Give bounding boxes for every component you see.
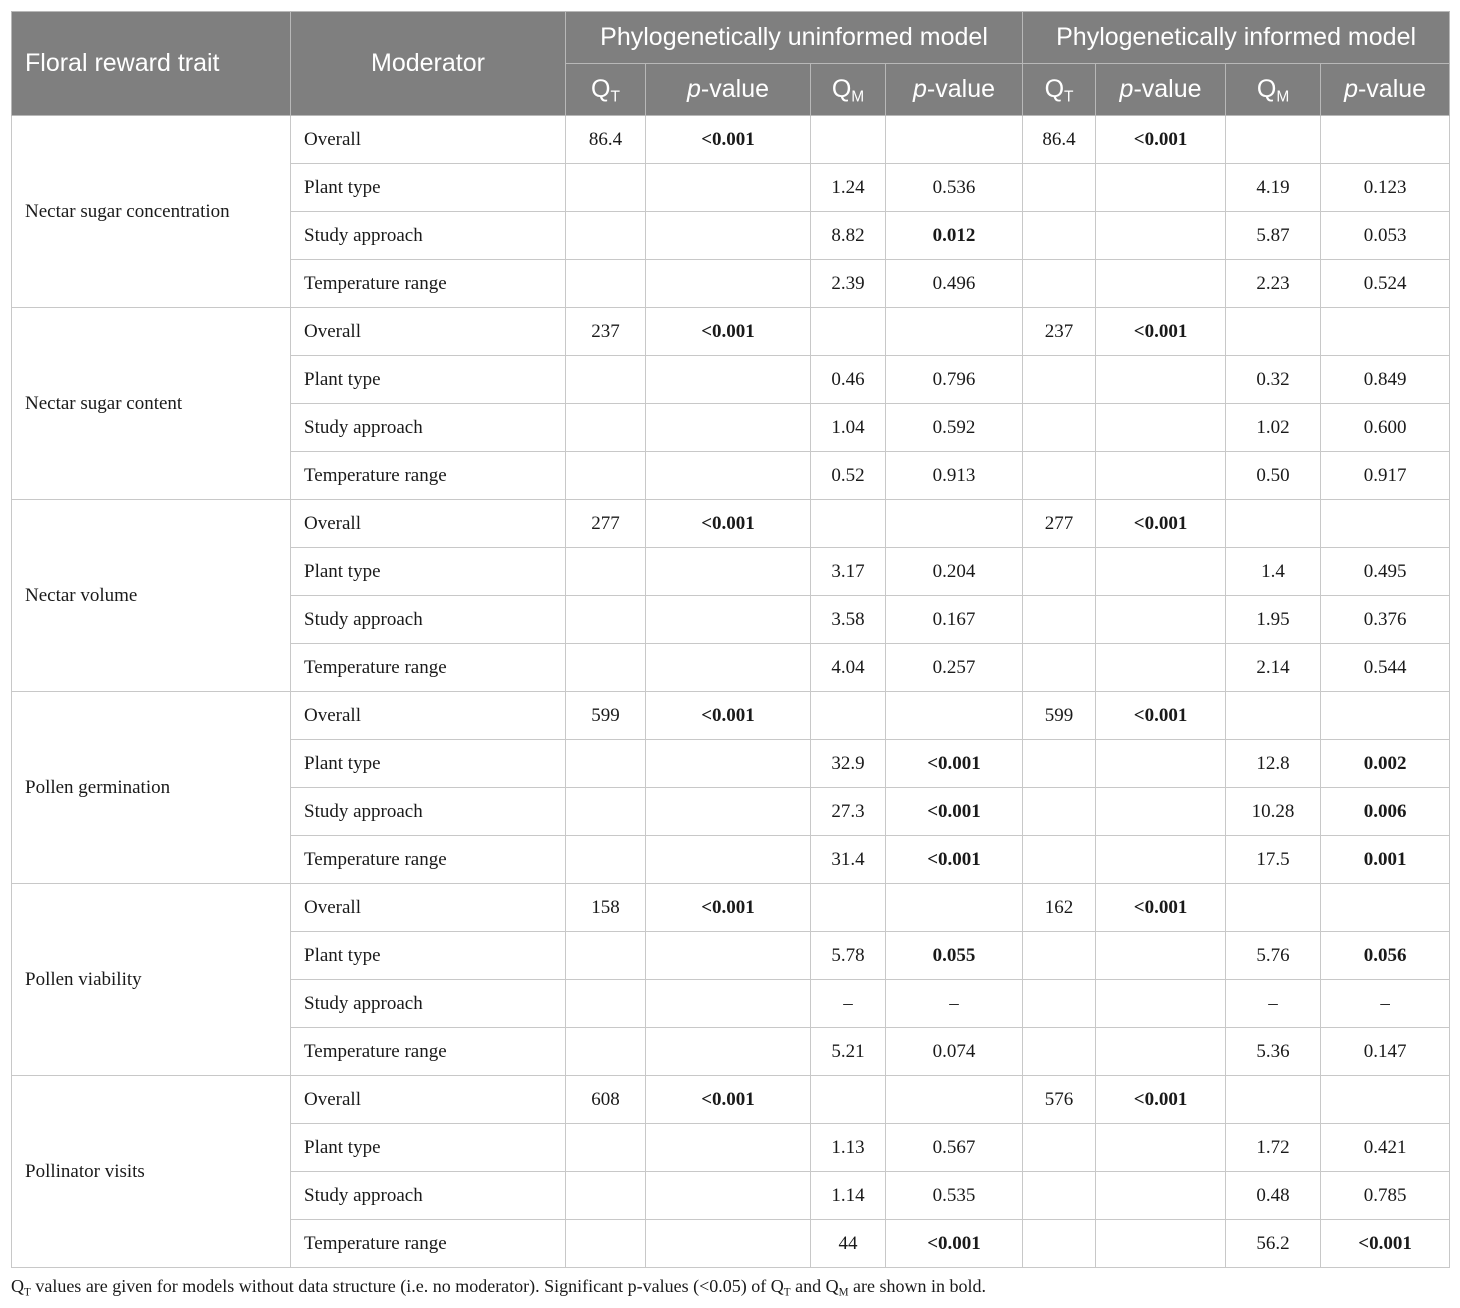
cell-i-qt bbox=[1023, 1172, 1096, 1220]
cell-i-qt bbox=[1023, 740, 1096, 788]
cell-u-qt bbox=[566, 164, 646, 212]
moderator-label: Overall bbox=[291, 692, 566, 740]
cell-i-qm-p bbox=[1321, 500, 1450, 548]
cell-i-qm: 17.5 bbox=[1226, 836, 1321, 884]
cell-i-qt: 599 bbox=[1023, 692, 1096, 740]
cell-i-qt-p bbox=[1096, 212, 1226, 260]
moderator-label: Temperature range bbox=[291, 260, 566, 308]
header-qt-uninformed: $Q_T$ bbox=[566, 64, 646, 116]
cell-u-qt: 277 bbox=[566, 500, 646, 548]
cell-i-qm-p: 0.524 bbox=[1321, 260, 1450, 308]
cell-u-qm: 2.39 bbox=[811, 260, 886, 308]
cell-i-qm: 2.23 bbox=[1226, 260, 1321, 308]
cell-u-qm-p: <0.001 bbox=[886, 740, 1023, 788]
cell-i-qm-p: 0.123 bbox=[1321, 164, 1450, 212]
cell-i-qm: 1.72 bbox=[1226, 1124, 1321, 1172]
cell-u-qt-p bbox=[646, 212, 811, 260]
cell-i-qt: 162 bbox=[1023, 884, 1096, 932]
moderator-label: Temperature range bbox=[291, 836, 566, 884]
cell-i-qt-p bbox=[1096, 788, 1226, 836]
cell-i-qt bbox=[1023, 548, 1096, 596]
cell-i-qt-p bbox=[1096, 404, 1226, 452]
moderator-label: Plant type bbox=[291, 164, 566, 212]
cell-u-qt-p: <0.001 bbox=[646, 308, 811, 356]
moderator-label: Plant type bbox=[291, 740, 566, 788]
cell-i-qm-p bbox=[1321, 884, 1450, 932]
moderator-label: Temperature range bbox=[291, 644, 566, 692]
trait-label: Pollen viability bbox=[12, 884, 291, 1076]
cell-u-qt bbox=[566, 260, 646, 308]
cell-u-qm-p bbox=[886, 884, 1023, 932]
cell-u-qm-p bbox=[886, 692, 1023, 740]
trait-label: Pollen germination bbox=[12, 692, 291, 884]
cell-u-qm-p bbox=[886, 116, 1023, 164]
cell-u-qm-p: 0.204 bbox=[886, 548, 1023, 596]
cell-i-qt-p bbox=[1096, 644, 1226, 692]
table-row bbox=[12, 116, 1450, 164]
cell-i-qt bbox=[1023, 932, 1096, 980]
cell-u-qm-p bbox=[886, 500, 1023, 548]
cell-u-qt: 608 bbox=[566, 1076, 646, 1124]
cell-u-qt-p: <0.001 bbox=[646, 884, 811, 932]
cell-i-qm bbox=[1226, 1076, 1321, 1124]
cell-i-qm: 56.2 bbox=[1226, 1220, 1321, 1268]
cell-u-qt bbox=[566, 740, 646, 788]
cell-i-qt-p bbox=[1096, 356, 1226, 404]
table-row bbox=[12, 308, 1450, 356]
cell-u-qt bbox=[566, 644, 646, 692]
cell-u-qm-p: 0.535 bbox=[886, 1172, 1023, 1220]
header-moderator: Moderator bbox=[291, 12, 566, 116]
cell-i-qm-p bbox=[1321, 116, 1450, 164]
cell-i-qt-p: <0.001 bbox=[1096, 884, 1226, 932]
cell-i-qt bbox=[1023, 788, 1096, 836]
cell-i-qt-p bbox=[1096, 452, 1226, 500]
cell-i-qm-p: 0.917 bbox=[1321, 452, 1450, 500]
moderator-label: Temperature range bbox=[291, 1220, 566, 1268]
cell-u-qt bbox=[566, 1172, 646, 1220]
cell-u-qt bbox=[566, 980, 646, 1028]
cell-i-qt bbox=[1023, 212, 1096, 260]
moderator-label: Plant type bbox=[291, 932, 566, 980]
cell-u-qt-p bbox=[646, 1028, 811, 1076]
cell-i-qt bbox=[1023, 1124, 1096, 1172]
cell-u-qm bbox=[811, 308, 886, 356]
cell-i-qm: 1.02 bbox=[1226, 404, 1321, 452]
cell-u-qm: 5.78 bbox=[811, 932, 886, 980]
cell-u-qt-p: <0.001 bbox=[646, 692, 811, 740]
cell-i-qm bbox=[1226, 116, 1321, 164]
cell-u-qm bbox=[811, 884, 886, 932]
cell-u-qt-p bbox=[646, 260, 811, 308]
moderator-label: Plant type bbox=[291, 356, 566, 404]
cell-i-qt bbox=[1023, 452, 1096, 500]
moderator-label: Temperature range bbox=[291, 452, 566, 500]
cell-i-qm-p: 0.002 bbox=[1321, 740, 1450, 788]
header-qt-informed: $Q_T$ bbox=[1023, 64, 1096, 116]
cell-u-qt bbox=[566, 788, 646, 836]
cell-u-qt-p bbox=[646, 836, 811, 884]
cell-i-qt: 237 bbox=[1023, 308, 1096, 356]
cell-u-qt: 86.4 bbox=[566, 116, 646, 164]
table-body bbox=[12, 116, 1450, 1268]
cell-i-qm-p: 0.544 bbox=[1321, 644, 1450, 692]
cell-u-qm-p: 0.796 bbox=[886, 356, 1023, 404]
cell-u-qt bbox=[566, 836, 646, 884]
cell-u-qm-p: 0.913 bbox=[886, 452, 1023, 500]
cell-i-qt-p bbox=[1096, 836, 1226, 884]
cell-i-qt-p: <0.001 bbox=[1096, 500, 1226, 548]
cell-u-qt bbox=[566, 212, 646, 260]
cell-u-qm: 3.58 bbox=[811, 596, 886, 644]
cell-u-qt bbox=[566, 404, 646, 452]
cell-i-qm: – bbox=[1226, 980, 1321, 1028]
cell-u-qt bbox=[566, 1220, 646, 1268]
cell-u-qt: 237 bbox=[566, 308, 646, 356]
moderator-label: Overall bbox=[291, 116, 566, 164]
cell-u-qt: 599 bbox=[566, 692, 646, 740]
cell-i-qt-p bbox=[1096, 596, 1226, 644]
cell-i-qt bbox=[1023, 356, 1096, 404]
cell-i-qm-p: 0.056 bbox=[1321, 932, 1450, 980]
cell-u-qm: 0.52 bbox=[811, 452, 886, 500]
trait-label: Nectar sugar concentration bbox=[12, 116, 291, 308]
cell-i-qm bbox=[1226, 500, 1321, 548]
trait-label: Pollinator visits bbox=[12, 1076, 291, 1268]
cell-u-qt-p: <0.001 bbox=[646, 500, 811, 548]
header-qm-uninformed: $Q_M$ bbox=[811, 64, 886, 116]
table-row bbox=[12, 692, 1450, 740]
cell-u-qt-p bbox=[646, 788, 811, 836]
cell-i-qt: 86.4 bbox=[1023, 116, 1096, 164]
cell-u-qt-p bbox=[646, 932, 811, 980]
cell-u-qm bbox=[811, 500, 886, 548]
cell-i-qt-p: <0.001 bbox=[1096, 308, 1226, 356]
cell-i-qt-p bbox=[1096, 1124, 1226, 1172]
cell-u-qm: 3.17 bbox=[811, 548, 886, 596]
cell-u-qm: 31.4 bbox=[811, 836, 886, 884]
cell-u-qm-p: 0.496 bbox=[886, 260, 1023, 308]
trait-label: Nectar volume bbox=[12, 500, 291, 692]
cell-i-qt bbox=[1023, 596, 1096, 644]
cell-i-qt-p bbox=[1096, 1220, 1226, 1268]
cell-i-qm: 4.19 bbox=[1226, 164, 1321, 212]
cell-i-qm-p bbox=[1321, 692, 1450, 740]
cell-u-qt-p bbox=[646, 548, 811, 596]
cell-i-qt bbox=[1023, 1220, 1096, 1268]
cell-u-qm: 1.04 bbox=[811, 404, 886, 452]
cell-u-qt-p: <0.001 bbox=[646, 116, 811, 164]
cell-i-qm bbox=[1226, 884, 1321, 932]
cell-i-qm: 1.4 bbox=[1226, 548, 1321, 596]
cell-u-qm: 8.82 bbox=[811, 212, 886, 260]
cell-i-qm-p: – bbox=[1321, 980, 1450, 1028]
cell-i-qt-p bbox=[1096, 1172, 1226, 1220]
cell-i-qm-p: 0.006 bbox=[1321, 788, 1450, 836]
cell-u-qm-p: 0.257 bbox=[886, 644, 1023, 692]
cell-u-qt-p bbox=[646, 596, 811, 644]
cell-i-qt bbox=[1023, 164, 1096, 212]
table-row bbox=[12, 500, 1450, 548]
cell-i-qm-p bbox=[1321, 308, 1450, 356]
cell-u-qm-p: – bbox=[886, 980, 1023, 1028]
cell-i-qt bbox=[1023, 260, 1096, 308]
cell-u-qt-p: <0.001 bbox=[646, 1076, 811, 1124]
cell-u-qm: 44 bbox=[811, 1220, 886, 1268]
cell-u-qm: 4.04 bbox=[811, 644, 886, 692]
cell-u-qt-p bbox=[646, 980, 811, 1028]
cell-u-qt-p bbox=[646, 644, 811, 692]
cell-u-qm: 32.9 bbox=[811, 740, 886, 788]
cell-i-qm: 2.14 bbox=[1226, 644, 1321, 692]
table-footnote: $Q_T$ values are given for models without data structure (i.e. no moderator). Significant p-values (<0.05) of $Q_T$ and $Q_M$ are shown in bold. bbox=[11, 1276, 986, 1299]
header-informed-model: Phylogenetically informed model bbox=[1023, 12, 1450, 64]
cell-i-qt-p bbox=[1096, 260, 1226, 308]
cell-u-qm-p: <0.001 bbox=[886, 788, 1023, 836]
moderator-label: Study approach bbox=[291, 404, 566, 452]
cell-u-qt bbox=[566, 932, 646, 980]
cell-i-qm: 1.95 bbox=[1226, 596, 1321, 644]
cell-i-qm: 5.36 bbox=[1226, 1028, 1321, 1076]
cell-u-qm: 1.24 bbox=[811, 164, 886, 212]
cell-i-qt bbox=[1023, 644, 1096, 692]
cell-u-qm: 27.3 bbox=[811, 788, 886, 836]
cell-i-qt bbox=[1023, 836, 1096, 884]
cell-u-qm-p: 0.536 bbox=[886, 164, 1023, 212]
cell-i-qm-p: 0.147 bbox=[1321, 1028, 1450, 1076]
cell-i-qm-p bbox=[1321, 1076, 1450, 1124]
cell-i-qt-p bbox=[1096, 980, 1226, 1028]
cell-u-qt-p bbox=[646, 356, 811, 404]
cell-u-qm-p: 0.592 bbox=[886, 404, 1023, 452]
cell-i-qm-p: 0.421 bbox=[1321, 1124, 1450, 1172]
cell-i-qm: 0.32 bbox=[1226, 356, 1321, 404]
moderator-label: Study approach bbox=[291, 1172, 566, 1220]
header-qt-p-informed: p-value bbox=[1096, 64, 1226, 116]
cell-i-qm-p: 0.849 bbox=[1321, 356, 1450, 404]
cell-i-qm bbox=[1226, 308, 1321, 356]
cell-i-qt-p: <0.001 bbox=[1096, 1076, 1226, 1124]
cell-u-qt bbox=[566, 1028, 646, 1076]
moderator-label: Overall bbox=[291, 1076, 566, 1124]
cell-u-qm-p bbox=[886, 308, 1023, 356]
cell-i-qt-p: <0.001 bbox=[1096, 692, 1226, 740]
moderator-label: Study approach bbox=[291, 980, 566, 1028]
cell-u-qm-p bbox=[886, 1076, 1023, 1124]
cell-u-qt-p bbox=[646, 740, 811, 788]
moderator-label: Overall bbox=[291, 308, 566, 356]
cell-i-qm-p: 0.001 bbox=[1321, 836, 1450, 884]
moderator-label: Study approach bbox=[291, 788, 566, 836]
header-trait: Floral reward trait bbox=[12, 12, 291, 116]
cell-i-qt-p bbox=[1096, 164, 1226, 212]
header-qm-p-uninformed: p-value bbox=[886, 64, 1023, 116]
cell-u-qt-p bbox=[646, 404, 811, 452]
cell-u-qt-p bbox=[646, 164, 811, 212]
cell-i-qt bbox=[1023, 1028, 1096, 1076]
cell-i-qm: 12.8 bbox=[1226, 740, 1321, 788]
cell-u-qm: 5.21 bbox=[811, 1028, 886, 1076]
cell-i-qm bbox=[1226, 692, 1321, 740]
cell-u-qt bbox=[566, 356, 646, 404]
moderator-label: Temperature range bbox=[291, 1028, 566, 1076]
cell-u-qm-p: <0.001 bbox=[886, 836, 1023, 884]
cell-u-qt bbox=[566, 596, 646, 644]
moderator-label: Study approach bbox=[291, 212, 566, 260]
cell-u-qt bbox=[566, 548, 646, 596]
cell-i-qm: 0.50 bbox=[1226, 452, 1321, 500]
cell-i-qt-p bbox=[1096, 932, 1226, 980]
moderator-label: Plant type bbox=[291, 1124, 566, 1172]
cell-u-qt: 158 bbox=[566, 884, 646, 932]
cell-i-qm-p: 0.376 bbox=[1321, 596, 1450, 644]
cell-i-qt: 277 bbox=[1023, 500, 1096, 548]
moderator-label: Study approach bbox=[291, 596, 566, 644]
cell-i-qm-p: 0.495 bbox=[1321, 548, 1450, 596]
results-table bbox=[11, 11, 1450, 1268]
cell-i-qt-p bbox=[1096, 548, 1226, 596]
moderator-label: Overall bbox=[291, 884, 566, 932]
cell-u-qm bbox=[811, 1076, 886, 1124]
header-qm-p-informed: p-value bbox=[1321, 64, 1450, 116]
cell-u-qm: 1.13 bbox=[811, 1124, 886, 1172]
header-qt-p-uninformed: p-value bbox=[646, 64, 811, 116]
cell-u-qm-p: 0.167 bbox=[886, 596, 1023, 644]
table-row bbox=[12, 1076, 1450, 1124]
cell-u-qm: 1.14 bbox=[811, 1172, 886, 1220]
header-uninformed-model: Phylogenetically uninformed model bbox=[566, 12, 1023, 64]
cell-i-qm-p: 0.600 bbox=[1321, 404, 1450, 452]
cell-i-qt bbox=[1023, 404, 1096, 452]
cell-i-qm-p: 0.785 bbox=[1321, 1172, 1450, 1220]
table-row bbox=[12, 884, 1450, 932]
cell-i-qm: 5.87 bbox=[1226, 212, 1321, 260]
cell-i-qt-p: <0.001 bbox=[1096, 116, 1226, 164]
cell-i-qm-p: <0.001 bbox=[1321, 1220, 1450, 1268]
cell-i-qm: 10.28 bbox=[1226, 788, 1321, 836]
cell-u-qm-p: <0.001 bbox=[886, 1220, 1023, 1268]
cell-i-qt-p bbox=[1096, 1028, 1226, 1076]
cell-u-qm bbox=[811, 116, 886, 164]
cell-u-qm-p: 0.074 bbox=[886, 1028, 1023, 1076]
cell-u-qm-p: 0.012 bbox=[886, 212, 1023, 260]
cell-i-qm: 0.48 bbox=[1226, 1172, 1321, 1220]
cell-u-qm: – bbox=[811, 980, 886, 1028]
cell-u-qm bbox=[811, 692, 886, 740]
cell-u-qm: 0.46 bbox=[811, 356, 886, 404]
cell-u-qt-p bbox=[646, 452, 811, 500]
cell-i-qt: 576 bbox=[1023, 1076, 1096, 1124]
moderator-label: Plant type bbox=[291, 548, 566, 596]
cell-u-qt-p bbox=[646, 1220, 811, 1268]
cell-i-qm: 5.76 bbox=[1226, 932, 1321, 980]
header-qm-informed: $Q_M$ bbox=[1226, 64, 1321, 116]
cell-i-qt-p bbox=[1096, 740, 1226, 788]
cell-u-qt-p bbox=[646, 1124, 811, 1172]
cell-u-qm-p: 0.055 bbox=[886, 932, 1023, 980]
moderator-label: Overall bbox=[291, 500, 566, 548]
cell-i-qt bbox=[1023, 980, 1096, 1028]
cell-i-qm-p: 0.053 bbox=[1321, 212, 1450, 260]
trait-label: Nectar sugar content bbox=[12, 308, 291, 500]
cell-u-qm-p: 0.567 bbox=[886, 1124, 1023, 1172]
cell-u-qt-p bbox=[646, 1172, 811, 1220]
cell-u-qt bbox=[566, 452, 646, 500]
cell-u-qt bbox=[566, 1124, 646, 1172]
